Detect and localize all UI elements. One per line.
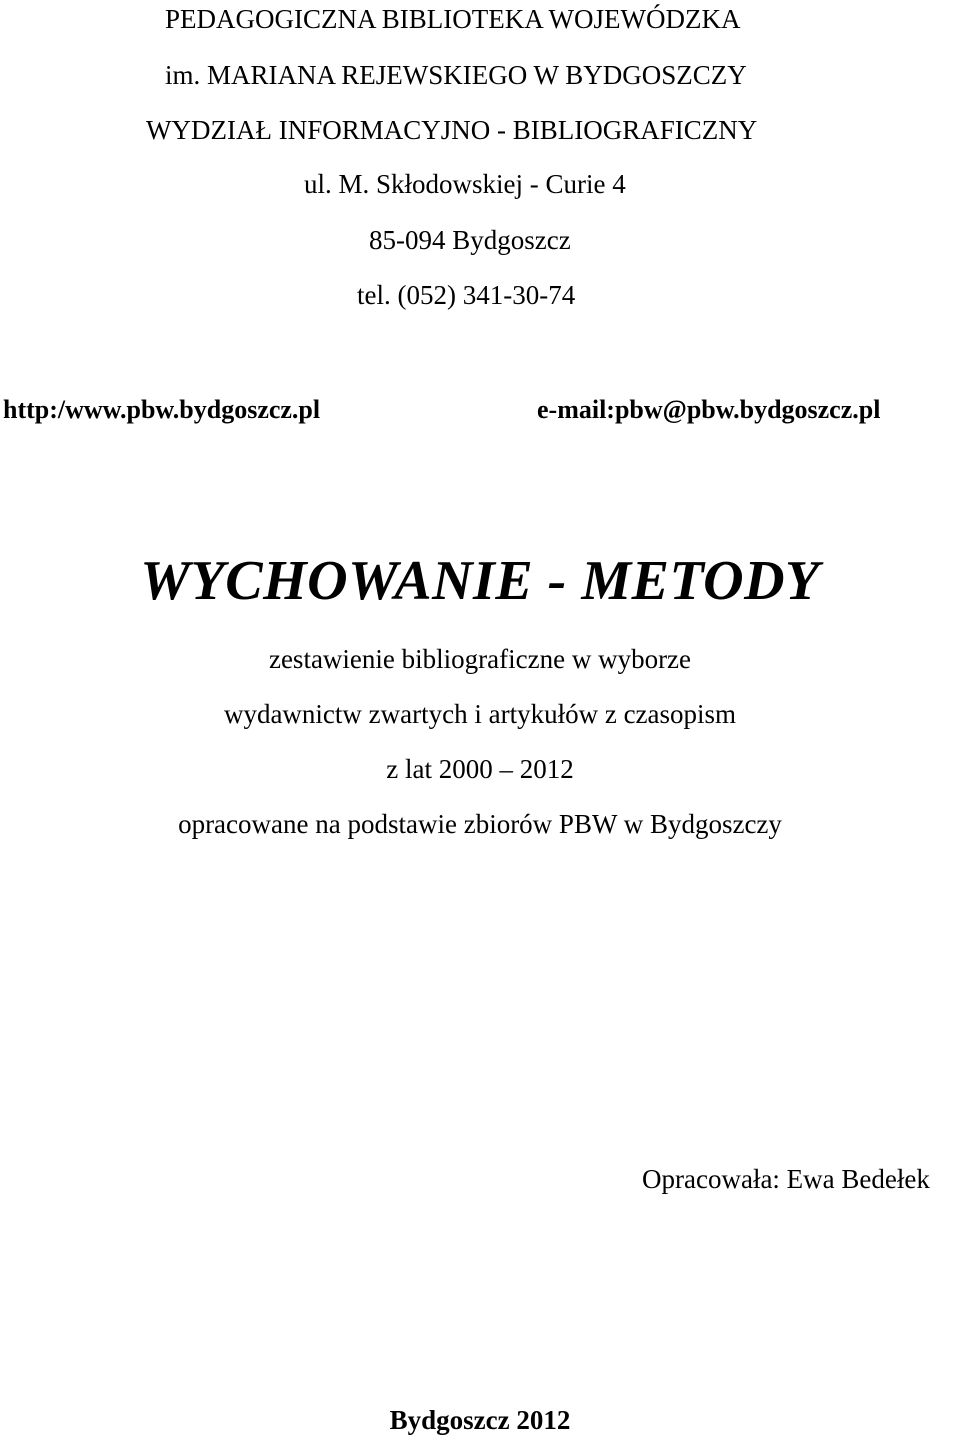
institution-name: PEDAGOGICZNA BIBLIOTEKA WOJEWÓDZKA: [165, 4, 741, 34]
institution-patron: im. MARIANA REJEWSKIEGO W BYDGOSZCZY: [165, 60, 747, 90]
email-link[interactable]: e-mail:pbw@pbw.bydgoszcz.pl: [537, 395, 881, 424]
description-line-1: zestawienie bibliograficzne w wyborze: [268, 644, 692, 674]
website-link[interactable]: http:/www.pbw.bydgoszcz.pl: [3, 395, 321, 424]
document-title: WYCHOWANIE - METODY: [140, 550, 820, 612]
phone-number: tel. (052) 341-30-74: [357, 280, 576, 310]
department-name: WYDZIAŁ INFORMACYJNO - BIBLIOGRAFICZNY: [146, 115, 758, 145]
footer-place-year: Bydgoszcz 2012: [389, 1405, 571, 1435]
description-line-2: wydawnictw zwartych i artykułów z czasopism: [223, 699, 737, 729]
address-street: ul. M. Skłodowskiej - Curie 4: [304, 169, 626, 199]
address-city: 85-094 Bydgoszcz: [369, 225, 571, 255]
description-line-3: z lat 2000 – 2012: [386, 754, 574, 784]
description-line-4: opracowane na podstawie zbiorów PBW w Bydgoszczy: [178, 809, 782, 839]
author-credit: Opracowała: Ewa Bedełek: [642, 1164, 930, 1194]
